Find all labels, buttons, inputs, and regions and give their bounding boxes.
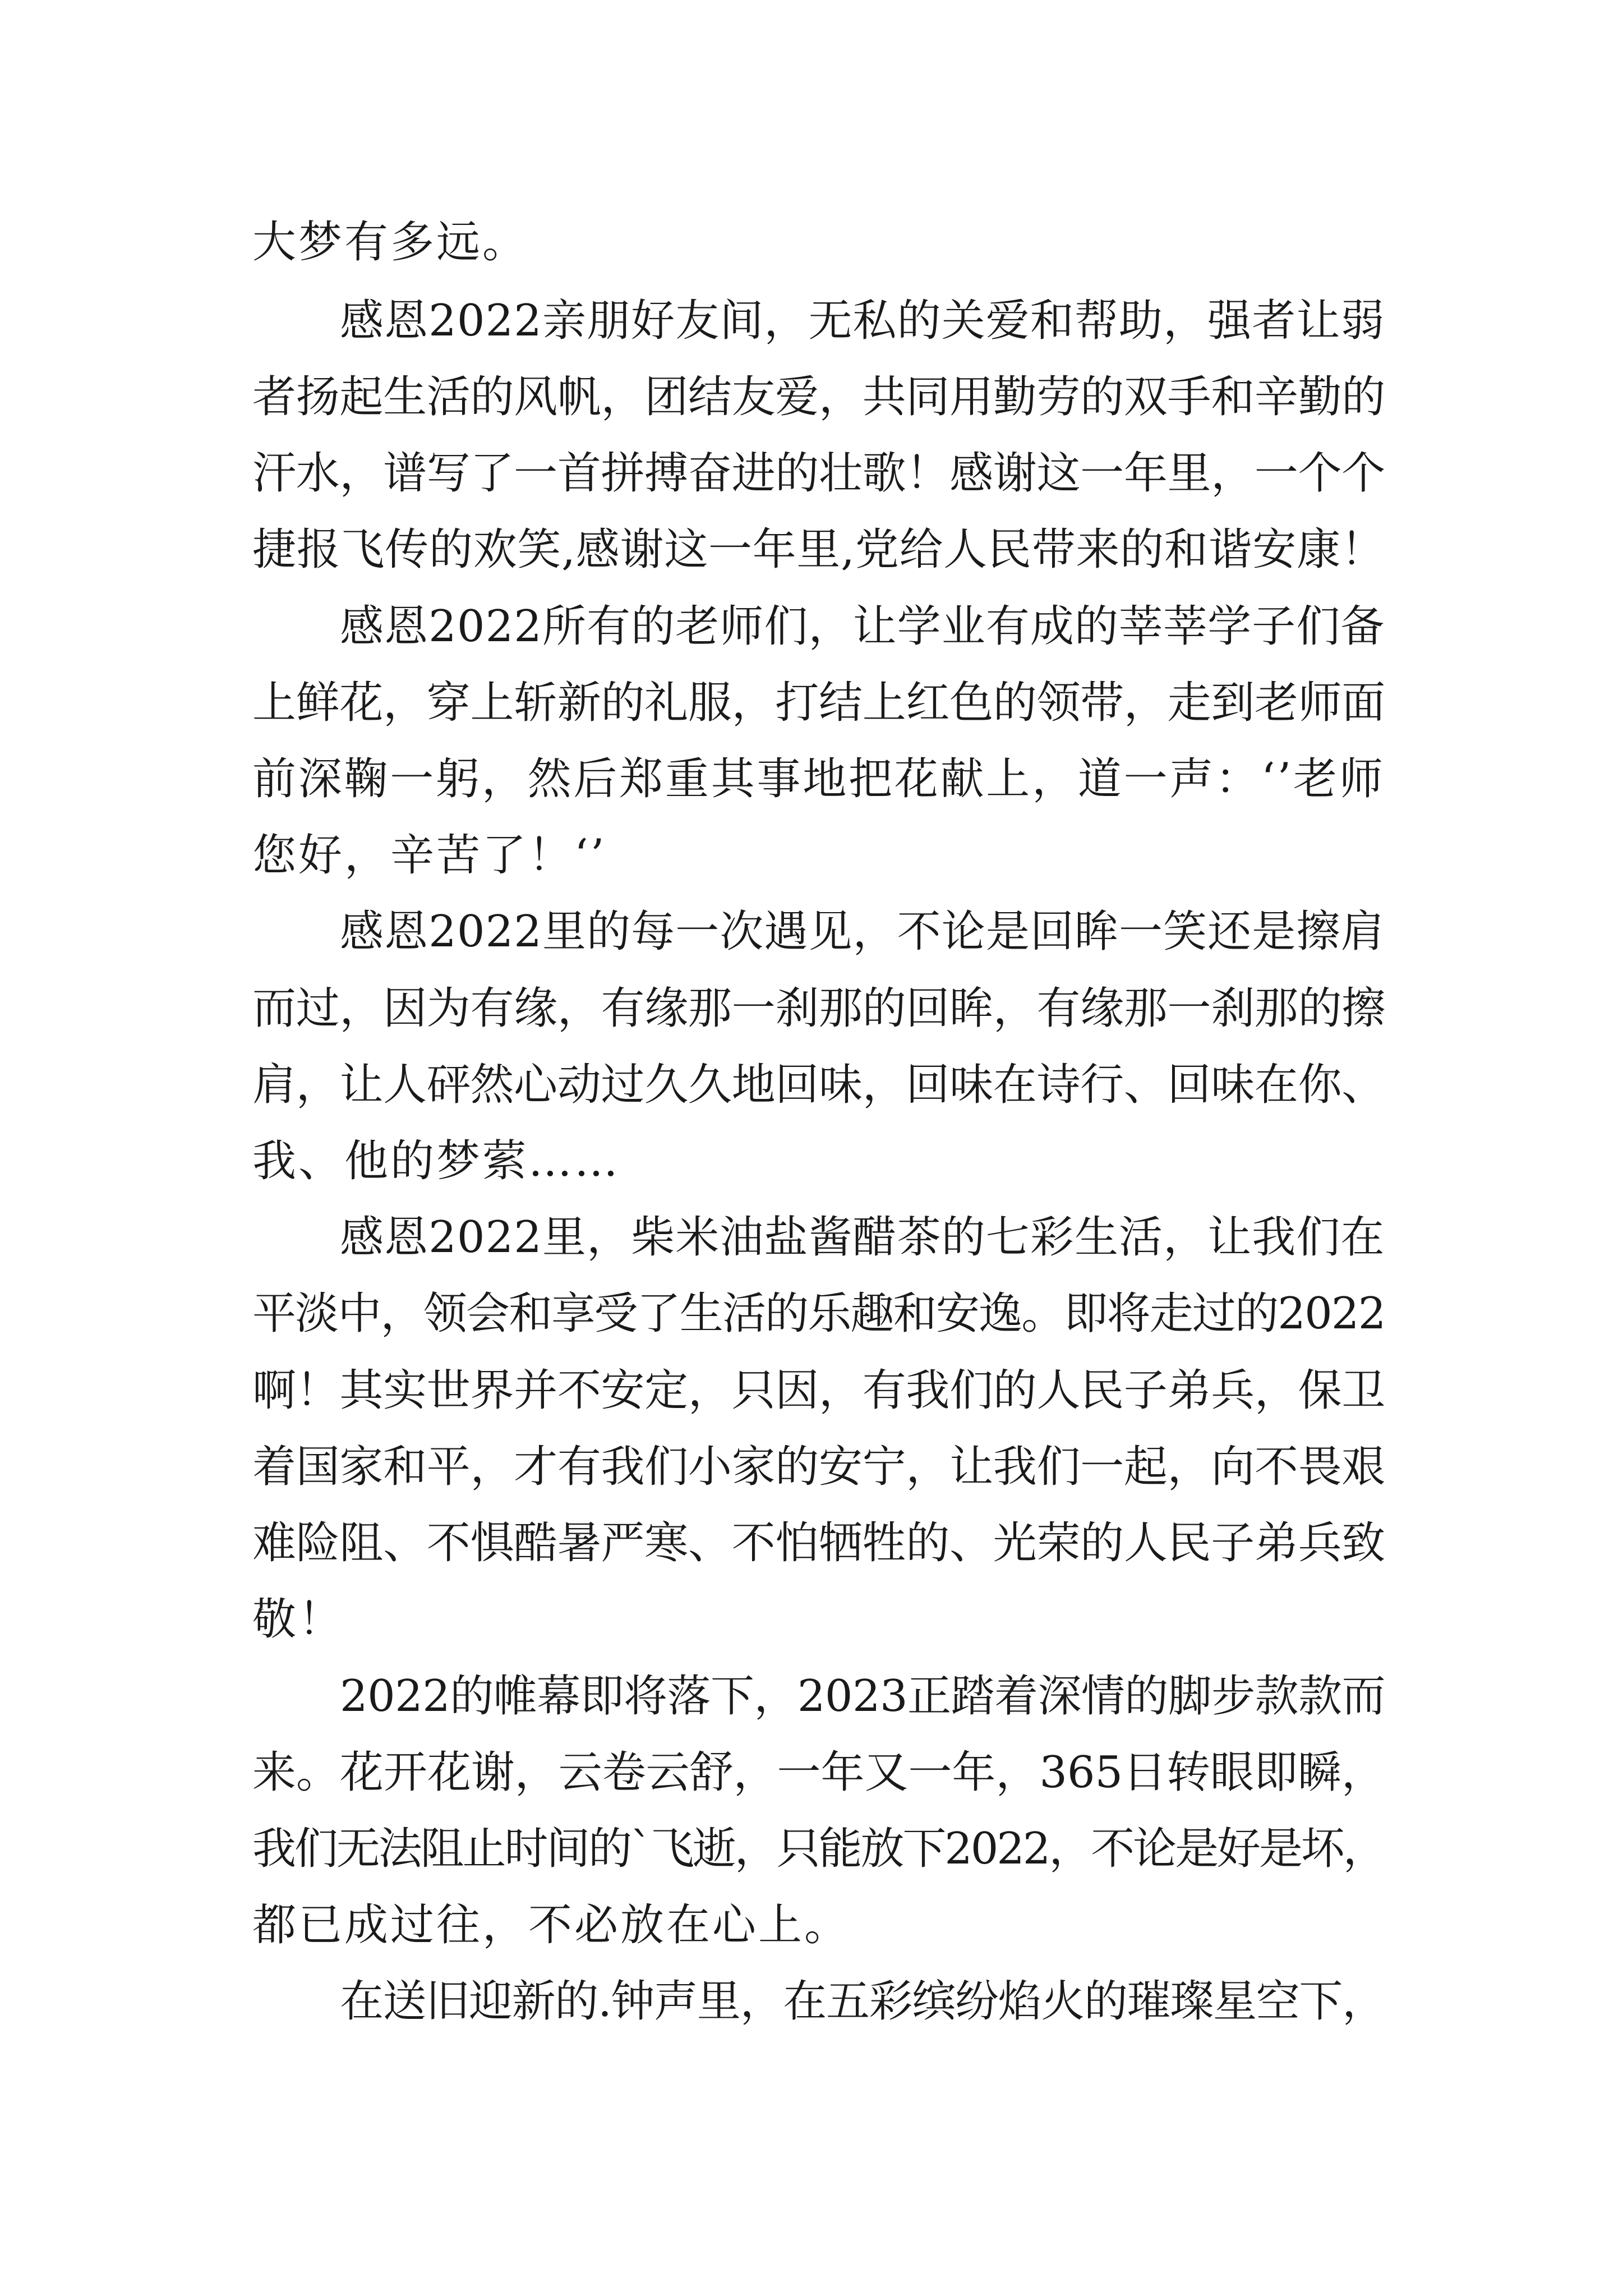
text-line: 汗水，谱写了一首拼搏奋进的壮歌！感谢这一年里，一个个 (252, 448, 1386, 499)
text-line: 都已成过往，不必放在心上。 (252, 1900, 851, 1950)
text-line: 前深鞠一躬，然后郑重其事地把花献上，道一声：‘’老师 (252, 754, 1385, 804)
text-line: 敬！ (252, 1594, 345, 1645)
text-line: 您好，辛苦了！‘’ (252, 830, 607, 881)
text-line: 我们无法阻止时间的`飞逝，只能放下2022，不论是好是坏， (252, 1824, 1385, 1874)
text-line: 来。花开花谢，云卷云舒，一年又一年，365日转眼即瞬， (252, 1747, 1385, 1798)
paragraph-first-line: 在送旧迎新的.钟声里，在五彩缤纷焰火的璀璨星空下， (340, 1976, 1385, 2027)
paragraph-first-line: 感恩2022里的每一次遇见，不论是回眸一笑还是擦肩 (340, 907, 1385, 957)
text-line: 肩，让人砰然心动过久久地回味，回味在诗行、回味在你、 (252, 1060, 1386, 1110)
text-line: 啊！其实世界并不安定，只因，有我们的人民子弟兵，保卫 (252, 1365, 1386, 1416)
text-line: 着国家和平，才有我们小家的安宁，让我们一起，向不畏艰 (252, 1442, 1386, 1492)
text-line: 我、他的梦萦…… (252, 1136, 621, 1186)
paragraph-first-line: 感恩2022所有的老师们，让学业有成的莘莘学子们备 (340, 601, 1385, 652)
paragraph-first-line: 感恩2022亲朋好友间，无私的关爱和帮助，强者让弱 (340, 296, 1385, 346)
text-line: 难险阻、不惧酷暑严寒、不怕牺牲的、光荣的人民子弟兵致 (252, 1518, 1386, 1568)
text-line: 者扬起生活的风帆，团结友爱，共同用勤劳的双手和辛勤的 (252, 372, 1386, 422)
paragraph-first-line: 感恩2022里，柴米油盐酱醋茶的七彩生活，让我们在 (340, 1212, 1385, 1263)
text-line: 捷报飞传的欢笑,感谢这一年里,党给人民带来的和谐安康！ (252, 524, 1385, 575)
text-line: 大梦有多远。 (252, 217, 529, 268)
text-line: 上鲜花，穿上斩新的礼服，打结上红色的领带，走到老师面 (252, 678, 1386, 728)
paragraph-first-line: 2022的帷幕即将落下，2023正踏着深情的脚步款款而 (340, 1671, 1386, 1722)
text-line: 而过，因为有缘，有缘那一刹那的回眸，有缘那一刹那的擦 (252, 983, 1386, 1034)
text-line: 平淡中，领会和享受了生活的乐趣和安逸。即将走过的2022 (252, 1289, 1385, 1339)
